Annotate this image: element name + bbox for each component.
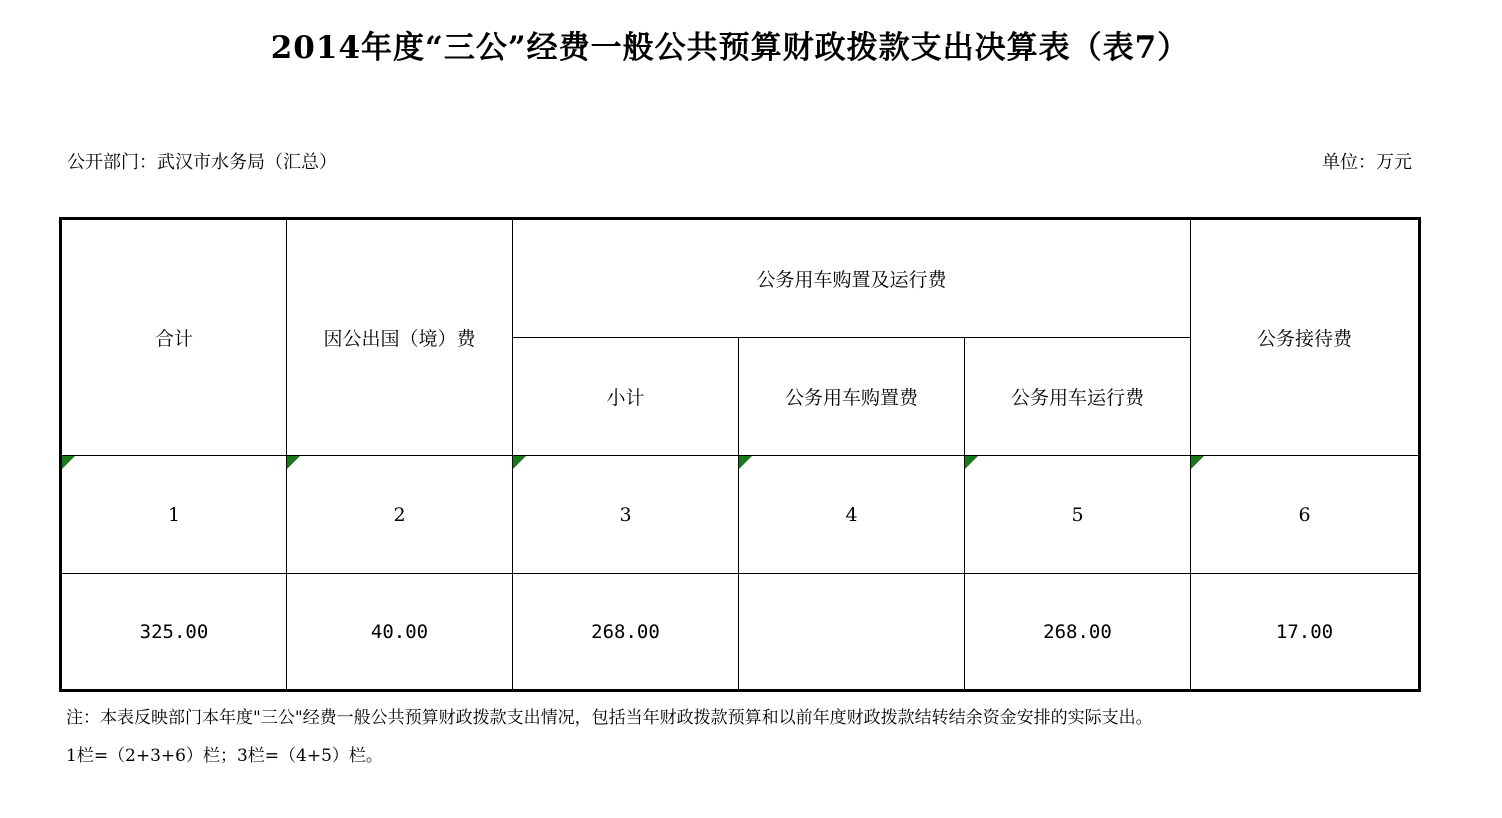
page-title: 2014年度“三公”经费一般公共预算财政拨款支出决算表（表7） (270, 30, 1190, 66)
column-index-cell: 5 (965, 456, 1191, 574)
unit-label: 单位：万元 (1322, 152, 1412, 173)
header-total: 合计 (61, 219, 287, 456)
header-abroad: 因公出国（境）费 (287, 219, 513, 456)
cell-marker-icon (513, 456, 526, 469)
header-vehicle-purchase: 公务用车购置费 (739, 338, 965, 456)
header-vehicle-group: 公务用车购置及运行费 (513, 219, 1191, 338)
cell-marker-icon (1191, 456, 1204, 469)
header-row-1 (61, 219, 1420, 338)
header-vehicle-operation: 公务用车运行费 (965, 338, 1191, 456)
header-reception: 公务接待费 (1191, 219, 1420, 456)
column-index-cell: 1 (61, 456, 287, 574)
value-vehicle-operation: 268.00 (965, 574, 1191, 691)
column-index-row (61, 456, 1420, 574)
department-label: 公开部门：武汉市水务局（汇总） (67, 152, 337, 173)
column-index-cell: 4 (739, 456, 965, 574)
cell-marker-icon (62, 456, 75, 469)
column-index-cell: 2 (287, 456, 513, 574)
value-vehicle-purchase (739, 574, 965, 691)
budget-table (59, 217, 1421, 692)
column-index-cell: 6 (1191, 456, 1420, 574)
cell-marker-icon (965, 456, 978, 469)
header-subtotal: 小计 (513, 338, 739, 456)
value-abroad: 40.00 (287, 574, 513, 691)
value-reception: 17.00 (1191, 574, 1420, 691)
value-subtotal: 268.00 (513, 574, 739, 691)
footnote-2: 1栏=（2+3+6）栏；3栏=（4+5）栏。 (66, 746, 383, 766)
footnote-1: 注：本表反映部门本年度"三公"经费一般公共预算财政拨款支出情况，包括当年财政拨款预算和以前年度财政拨款结转结余资金安排的实际支出。 (66, 708, 1153, 728)
value-total: 325.00 (61, 574, 287, 691)
cell-marker-icon (287, 456, 300, 469)
cell-marker-icon (739, 456, 752, 469)
column-index-cell: 3 (513, 456, 739, 574)
value-row (61, 574, 1420, 691)
